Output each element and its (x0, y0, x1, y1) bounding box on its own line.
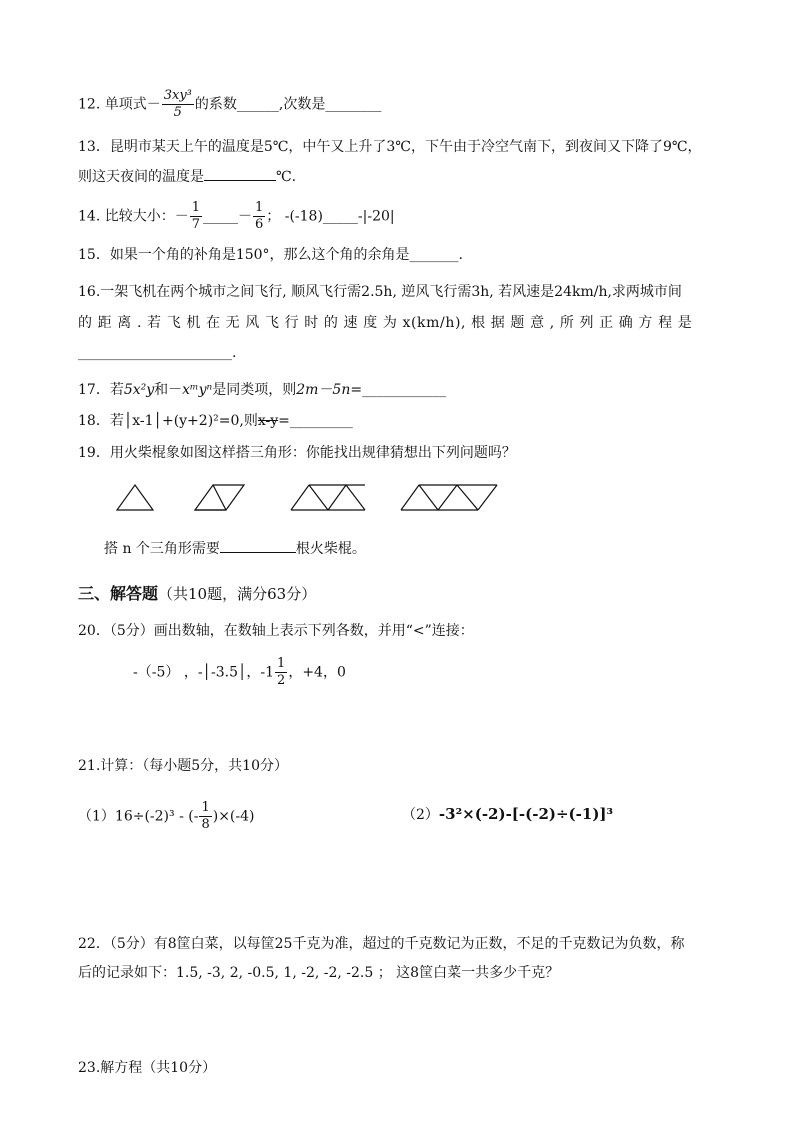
fraction-3xy3-over-5: $\frac{\text{3xy³}}{5}$ (163, 88, 192, 120)
question-19-line2: 搭 n 个三角形需要 根火柴棍。 (104, 538, 366, 559)
question-16-line1: 16.一架飞机在两个城市之间飞行, 顺风飞行需2.5h, 逆风飞行需3h, 若风速是24km/h,求两城市间 (78, 284, 682, 300)
question-15: 15．如果一个角的补角是150°，那么这个角的余角是_______. (78, 247, 463, 263)
question-17: 17．若5x²y和－xᵐyⁿ是同类项，则2m－5n=____________ (78, 382, 447, 398)
question-18: 18．若│x-1│+(y+2)²=0,则x-y=_________ (78, 413, 353, 429)
fraction-1-7: $\frac{1}{7}$ (191, 200, 200, 232)
question-22-line1: 22．（5分）有8筐白菜，以每筐25千克为准，超过的千克数记为正数，不足的千克数记为负数，称 (78, 936, 685, 952)
fraction-1-8: $\frac{1}{8}$ (201, 800, 210, 832)
question-20-line1: 20．（5分）画出数轴，在数轴上表示下列各数，并用“<”连接： (78, 623, 474, 639)
triangle-pattern-1 (117, 485, 153, 510)
question-12: 12. 单项式－ $\frac{\text{3xy³}}{5}$ 的系数______,次数是________ (78, 88, 382, 120)
fraction-1-2: $\frac{1}{2}$ (277, 656, 286, 688)
fraction-1-6: $\frac{1}{6}$ (255, 200, 264, 232)
question-19-line1: 19．用火柴棍象如图这样搭三角形：你能找出规律猜想出下列问题吗？ (78, 445, 516, 461)
question-23-title: 23.解方程（共10分） (78, 1060, 217, 1076)
answer-blank[interactable] (220, 538, 296, 553)
question-20-numbers: -（-5） ，-│-3.5│，-1 $\frac{1}{2}$ ，+4，0 (133, 656, 346, 688)
question-13-line2: 则这天夜间的温度是 ℃. (78, 166, 296, 187)
question-16-line2: 的 距 离 . 若 飞 机 在 无 风 飞 行 时 的 速 度 为 x(km/h), 根 据 题 意 , 所 列 正 确 方 程 是 (78, 315, 693, 331)
question-21-title: 21.计算：（每小题5分，共10分） (78, 758, 288, 774)
triangle-pattern-3 (291, 485, 365, 510)
question-16-line3: ______________________. (78, 345, 237, 361)
answer-blank[interactable] (204, 166, 276, 181)
question-21-part1: （1）16÷(-2)³ - (- $\frac{1}{8}$ )×(-4) (78, 800, 255, 832)
question-22-line2: 后的记录如下：1.5, -3, 2, -0.5, 1, -2, -2, -2.5 ； 这8筐白菜一共多少千克？ (78, 965, 560, 981)
triangle-pattern-2 (195, 485, 244, 510)
question-14: 14. 比较大小：－ $\frac{1}{7}$ _____－ $\frac{1}{6}$ ； -(-18)_____-|-20| (78, 200, 395, 232)
triangle-pattern-4 (401, 485, 497, 510)
section-3-heading: 三、解答题（共10题，满分63分） (78, 584, 317, 603)
question-21-part2: （2）-3²×(-2)-[-(-2)÷(-1)]³ (402, 805, 614, 823)
question-13-line1: 13．昆明市某天上午的温度是5℃，中午又上升了3℃，下午由于冷空气南下，到夜间又下降了9℃， (78, 139, 702, 155)
